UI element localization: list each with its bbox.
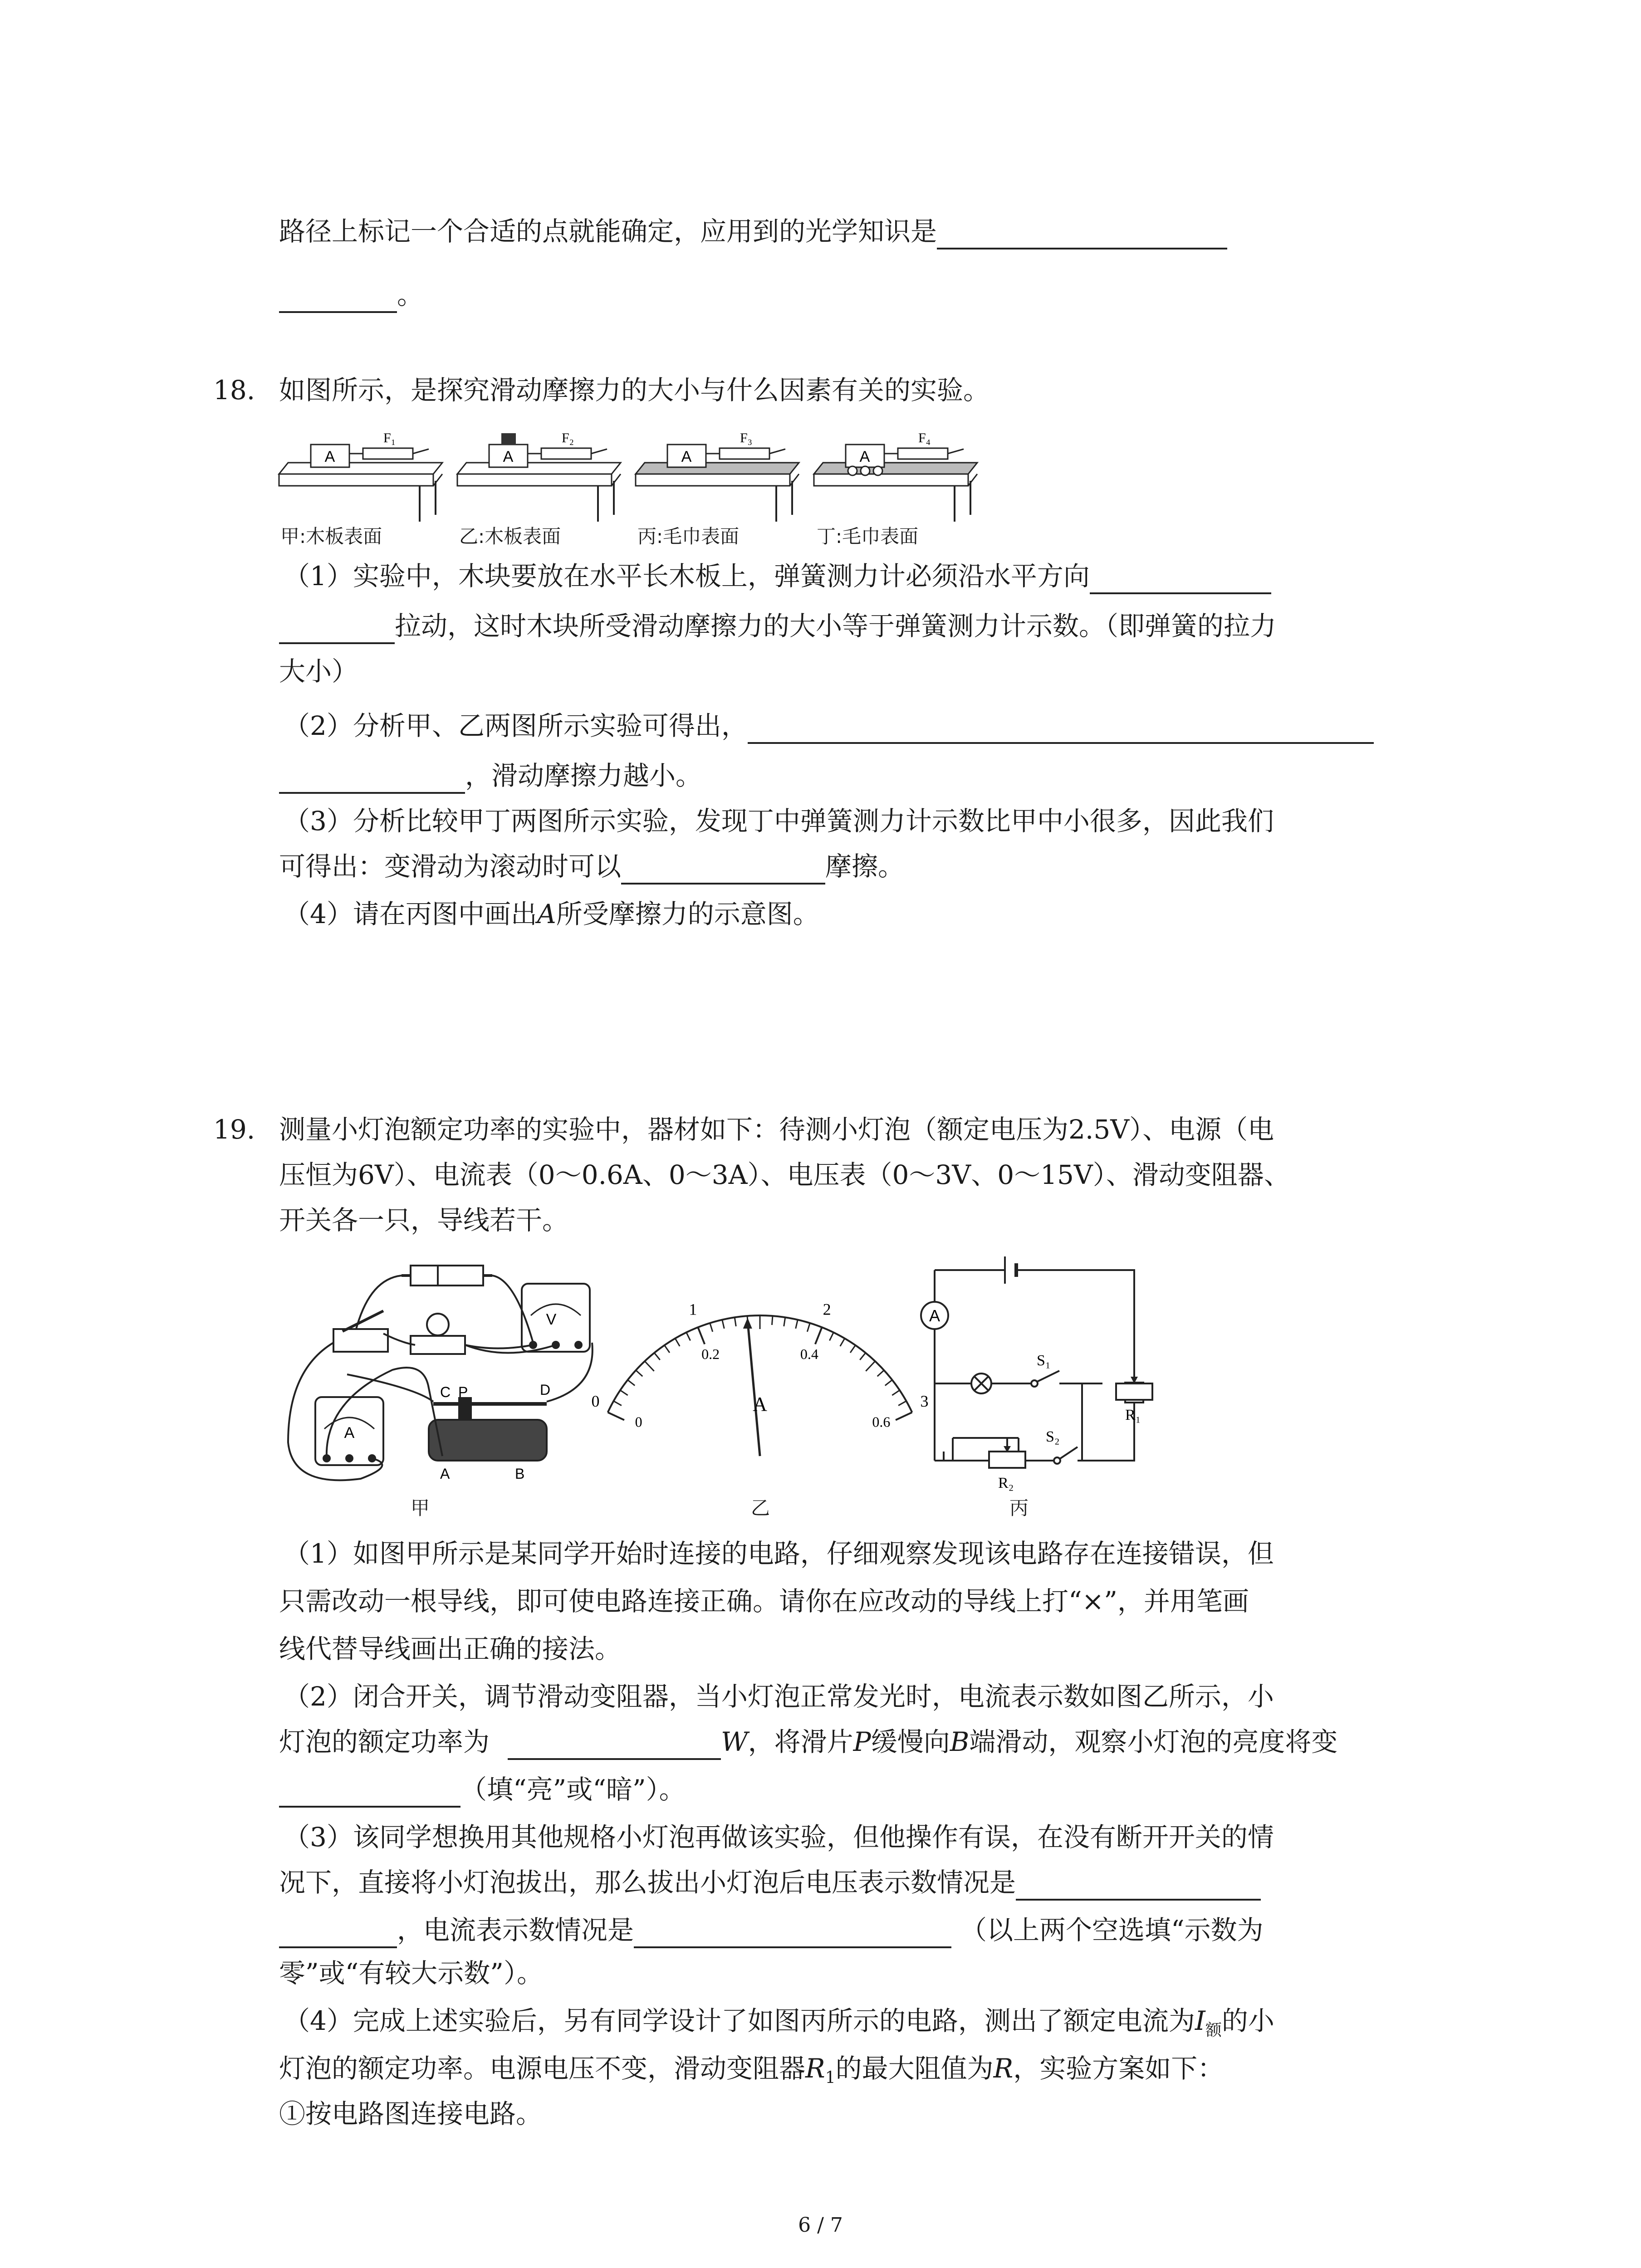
dial-tick xyxy=(665,1345,670,1353)
variable: R xyxy=(805,2053,825,2084)
dial-pointer-head xyxy=(743,1318,752,1329)
dial-tick xyxy=(898,1401,906,1406)
terminal-label: C xyxy=(440,1384,451,1400)
text-segment: 灯泡的额定功率为 xyxy=(279,1726,490,1757)
answer-blank[interactable] xyxy=(279,615,395,644)
figure-caption-jia: 甲 xyxy=(411,1497,430,1519)
figure-caption-bing: 丙:毛巾表面 xyxy=(637,525,740,547)
answer-blank[interactable] xyxy=(279,284,397,313)
dial-tick xyxy=(860,1353,866,1360)
variable: B xyxy=(950,1726,970,1757)
text-segment: 。 xyxy=(397,279,424,310)
text-segment: 的小 xyxy=(1221,2005,1274,2036)
circuit-photo-figure-jia xyxy=(279,1252,606,1488)
force-label: F₂ xyxy=(562,430,574,445)
text-segment: ，电流表示数情况是 xyxy=(397,1915,634,1945)
rheostat xyxy=(429,1397,547,1461)
variable: I xyxy=(1195,2005,1205,2036)
dial-tick xyxy=(645,1361,654,1371)
dial-label-bottom: 0.6 xyxy=(872,1413,891,1430)
dial-tick xyxy=(877,1370,884,1376)
text-line xyxy=(279,848,904,885)
text-line: （3）该同学想换用其他规格小灯泡再做该实验，但他操作有误，在没有断开开关的情 xyxy=(284,1822,1274,1853)
text-line: 零”或“有较大示数”）。 xyxy=(279,1958,543,1989)
dial-tick xyxy=(613,1401,621,1406)
text-line xyxy=(284,896,819,932)
text-segment: 况下，直接将小灯泡拔出，那么拔出小灯泡后电压表示数情况是 xyxy=(279,1867,1016,1898)
text-line xyxy=(279,2050,1224,2097)
force-label: F₁ xyxy=(383,430,396,445)
dial-tick xyxy=(772,1316,773,1325)
spring-scale xyxy=(720,448,769,459)
text-line: （1）如图甲所示是某同学开始时连接的电路，仔细观察发现该电路存在连接错误，但 xyxy=(284,1538,1274,1569)
dial-tick xyxy=(885,1380,892,1385)
variable: R xyxy=(993,2053,1014,2084)
dial-tick xyxy=(892,1390,900,1395)
answer-blank[interactable] xyxy=(634,1919,951,1948)
block-label: A xyxy=(859,448,870,465)
terminal-label: P xyxy=(458,1384,468,1400)
force-label: F₃ xyxy=(740,430,753,445)
dial-label-top: 0 xyxy=(591,1392,600,1410)
dial-label-bottom: 0.4 xyxy=(800,1345,818,1362)
spring-scale xyxy=(541,448,591,459)
answer-blank[interactable] xyxy=(279,1919,397,1948)
dial-label-top: 2 xyxy=(823,1300,831,1319)
text-segment: 灯泡的额定功率。电源电压不变，滑动变阻器 xyxy=(279,2053,806,2084)
figure-caption-bing: 丙 xyxy=(1009,1497,1029,1519)
text-segment: （4）请在丙图中画出 xyxy=(284,899,537,929)
light-bulb xyxy=(411,1314,465,1354)
text-line xyxy=(279,277,423,313)
dial-tick xyxy=(675,1339,680,1346)
ammeter-dial-figure-yi xyxy=(591,1270,929,1470)
dial-tick xyxy=(815,1327,822,1344)
text-segment: ，滑动摩擦力越小。 xyxy=(465,760,702,791)
battery xyxy=(411,1266,483,1286)
answer-blank[interactable] xyxy=(508,1731,721,1760)
spring-scale xyxy=(363,448,413,459)
dial-label-bottom: 0 xyxy=(635,1413,642,1430)
figure-caption-jia: 甲:木板表面 xyxy=(280,525,382,547)
voltmeter-label: V xyxy=(546,1311,557,1328)
dial-tick xyxy=(627,1380,635,1385)
ammeter xyxy=(315,1397,383,1465)
dial-tick xyxy=(722,1320,724,1328)
text-line: ①按电路图连接电路。 xyxy=(279,2098,543,2129)
text-line: （3）分析比较甲丁两图所示实验，发现丁中弹簧测力计示数比甲中小很多，因此我们 xyxy=(284,806,1274,836)
page-number: 6 / 7 xyxy=(798,2214,843,2237)
dial-label-top: 1 xyxy=(689,1300,697,1319)
dial-tick xyxy=(829,1332,833,1340)
text-segment: （以上两个空选填“示数为 xyxy=(960,1915,1264,1945)
text-line xyxy=(279,1864,1261,1901)
text-segment: 摩擦。 xyxy=(825,851,905,882)
terminal-label: A xyxy=(440,1466,450,1482)
text-segment: 缓慢向 xyxy=(871,1726,950,1757)
dial-label-top: 3 xyxy=(920,1392,929,1410)
dial-unit: A xyxy=(753,1393,767,1415)
text-line xyxy=(284,2003,1274,2049)
force-label: F₄ xyxy=(918,430,931,445)
text-line xyxy=(284,558,1271,594)
circuit-schematic-figure-bing xyxy=(907,1252,1161,1497)
text-line xyxy=(279,213,1227,249)
dial-tick xyxy=(636,1370,642,1376)
question-stem: 如图所示，是探究滑动摩擦力的大小与什么因素有关的实验。 xyxy=(279,375,990,406)
terminal-label: D xyxy=(540,1382,551,1398)
rheostat-r1-label: R₁ xyxy=(1125,1407,1141,1423)
switch-s1-label: S₁ xyxy=(1037,1352,1051,1369)
text-line: 开关各一只，导线若干。 xyxy=(279,1205,569,1236)
question-number: 18. xyxy=(213,375,255,406)
dial-tick xyxy=(850,1345,855,1353)
roller xyxy=(861,466,870,475)
question-number: 19. xyxy=(213,1114,255,1145)
dial-tick xyxy=(710,1323,713,1332)
text-line xyxy=(279,608,1276,644)
dial-tick xyxy=(608,1413,624,1420)
text-segment: ，实验方案如下： xyxy=(1013,2053,1224,2084)
ammeter-label: A xyxy=(344,1424,355,1442)
text-line: 线代替导线画出正确的接法。 xyxy=(279,1633,622,1664)
answer-blank[interactable] xyxy=(1090,565,1271,594)
figure-caption-yi: 乙:木板表面 xyxy=(459,525,561,547)
switch-s2-label: S₂ xyxy=(1046,1428,1060,1445)
dial-tick xyxy=(735,1317,736,1326)
rheostat-r2 xyxy=(989,1452,1025,1468)
experiment-setups xyxy=(279,430,977,522)
setup-3 xyxy=(814,430,977,522)
text-segment: （2）分析甲、乙两图所示实验可得出， xyxy=(284,710,748,741)
text-segment: （4）完成上述实验后，另有同学设计了如图丙所示的电路，测出了额定电流为 xyxy=(284,2005,1195,2036)
answer-blank[interactable] xyxy=(279,765,465,794)
text-segment: 的最大阻值为 xyxy=(835,2053,994,2084)
roller xyxy=(873,466,882,475)
dial-tick xyxy=(698,1327,705,1344)
schematic-wires xyxy=(935,1270,1134,1461)
dial-label-bottom: 0.2 xyxy=(701,1345,720,1362)
figure-caption-ding: 丁:毛巾表面 xyxy=(817,525,919,547)
dial-tick xyxy=(686,1332,691,1340)
dial-tick xyxy=(796,1320,798,1328)
subscript: 额 xyxy=(1205,2021,1222,2040)
dial-scale xyxy=(591,1300,928,1456)
subscript: 1 xyxy=(825,2068,836,2087)
text-line: （2）闭合开关，调节滑动变阻器，当小灯泡正常发光时，电流表示数如图乙所示，小 xyxy=(284,1681,1274,1712)
setup-2 xyxy=(636,430,799,522)
text-segment: 可得出：变滑动为滚动时可以 xyxy=(279,851,622,882)
dial-tick xyxy=(784,1317,785,1326)
dial-tick xyxy=(840,1339,845,1346)
variable: P xyxy=(853,1726,871,1757)
text-line xyxy=(279,1771,686,1808)
dial-pointer xyxy=(748,1320,760,1456)
answer-blank[interactable] xyxy=(621,855,825,885)
text-segment: （1）实验中，木块要放在水平长木板上，弹簧测力计必须沿水平方向 xyxy=(284,561,1090,591)
text-line xyxy=(279,1724,1337,1760)
text-line: 只需改动一根导线，即可使电路连接正确。请你在应改动的导线上打“×”，并用笔画 xyxy=(279,1586,1249,1617)
text-segment: 所受摩擦力的示意图。 xyxy=(556,899,819,929)
text-line: 压恒为6V）、电流表（0～0.6A、0～3A）、电压表（0～3V、0～15V）、滑动变阻器、 xyxy=(279,1159,1290,1190)
unit: W xyxy=(721,1726,748,1757)
answer-blank[interactable] xyxy=(937,220,1227,249)
roller xyxy=(848,466,857,475)
spring-scale xyxy=(898,448,948,459)
figure-caption-yi: 乙 xyxy=(751,1497,770,1519)
text-segment: ，将滑片 xyxy=(748,1726,853,1757)
text-segment: （填“亮”或“暗”）。 xyxy=(460,1774,686,1805)
text-line xyxy=(279,758,702,794)
setup-0 xyxy=(279,430,442,522)
setup-1 xyxy=(457,430,621,522)
dial-tick xyxy=(620,1390,628,1395)
ammeter-symbol-label: A xyxy=(929,1306,941,1325)
dial-tick xyxy=(807,1323,810,1332)
text-line xyxy=(284,708,1374,744)
dial-tick xyxy=(654,1353,660,1360)
switch-s2 xyxy=(1054,1457,1060,1464)
block-label: A xyxy=(681,448,692,465)
text-segment: 拉动，这时木块所受滑动摩擦力的大小等于弹簧测力计示数。（即弹簧的拉力 xyxy=(395,611,1277,641)
text-segment: 路径上标记一个合适的点就能确定，应用到的光学知识是 xyxy=(279,216,937,247)
text-line: 测量小灯泡额定功率的实验中，器材如下：待测小灯泡（额定电压为2.5V）、电源（电 xyxy=(279,1114,1274,1145)
weight xyxy=(501,433,516,445)
block-label: A xyxy=(503,448,514,465)
switch-s1 xyxy=(1031,1380,1038,1387)
answer-blank[interactable] xyxy=(279,1779,460,1808)
block-label: A xyxy=(324,448,335,465)
variable: A xyxy=(537,899,556,929)
text-line xyxy=(279,1912,1264,1948)
answer-blank[interactable] xyxy=(1016,1872,1261,1901)
rheostat-r2-label: R₂ xyxy=(998,1475,1014,1491)
terminal-label: B xyxy=(515,1466,525,1482)
dial-tick xyxy=(866,1361,875,1371)
text-segment: 端滑动，观察小灯泡的亮度将变 xyxy=(969,1726,1338,1757)
text-line: 大小） xyxy=(279,656,358,687)
answer-blank[interactable] xyxy=(748,715,1374,744)
